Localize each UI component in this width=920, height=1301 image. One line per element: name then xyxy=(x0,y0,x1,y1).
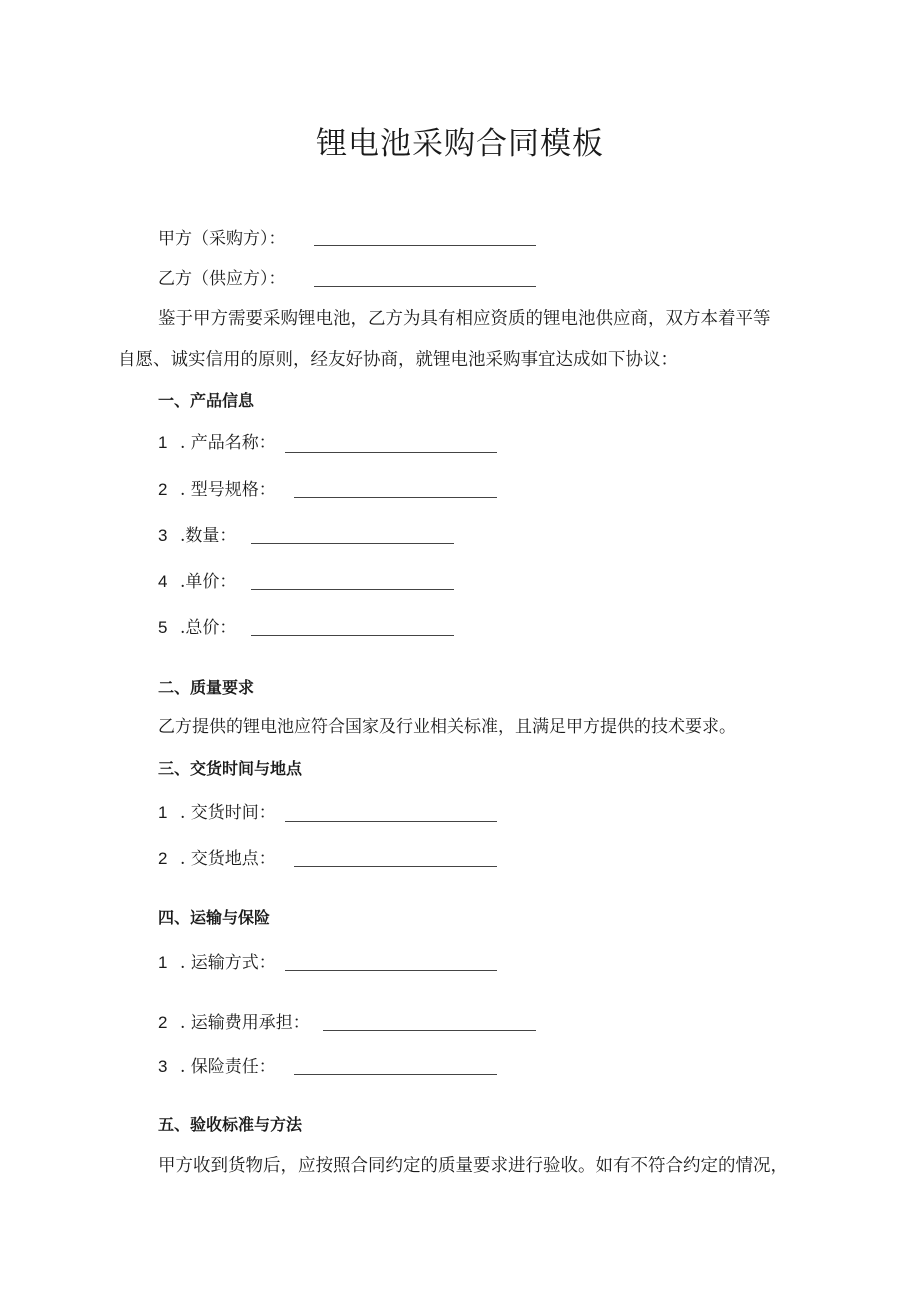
list-item xyxy=(158,617,236,639)
item-number: 2 xyxy=(158,849,168,868)
section-2-heading: 二、质量要求 xyxy=(158,678,255,697)
party-b-label: 乙方（供应方）： xyxy=(158,269,286,289)
section-5-text: 甲方收到货物后，应按照合同约定的质量要求进行验收。如有不符合约定的情况， xyxy=(158,1156,788,1176)
list-item xyxy=(158,1056,276,1078)
product-name-blank[interactable] xyxy=(285,452,497,453)
insurance-blank[interactable] xyxy=(294,1074,497,1075)
item-label: .单价： xyxy=(180,572,237,592)
delivery-time-blank[interactable] xyxy=(285,821,497,822)
section-5-heading: 五、验收标准与方法 xyxy=(158,1115,303,1134)
intro-line-1: 鉴于甲方需要采购锂电池，乙方为具有相应资质的锂电池供应商，双方本着平等 xyxy=(158,309,771,329)
section-3-heading: 三、交货时间与地点 xyxy=(158,759,303,778)
list-item xyxy=(158,1012,310,1034)
item-number: 2 xyxy=(158,480,168,499)
item-label: .数量： xyxy=(180,526,237,546)
list-item xyxy=(158,952,276,974)
item-number: 3 xyxy=(158,526,168,545)
transport-method-blank[interactable] xyxy=(285,970,497,971)
transport-cost-blank[interactable] xyxy=(323,1030,536,1031)
total-price-blank[interactable] xyxy=(251,635,454,636)
item-label: . 交货地点： xyxy=(180,849,276,869)
item-number: 1 xyxy=(158,953,168,972)
item-label: . 保险责任： xyxy=(180,1057,276,1077)
item-label: . 运输费用承担： xyxy=(180,1013,310,1033)
document-title: 锂电池采购合同模板 xyxy=(316,126,604,162)
item-number: 2 xyxy=(158,1013,168,1032)
item-label: . 产品名称： xyxy=(180,433,276,453)
list-item xyxy=(158,848,276,870)
item-number: 5 xyxy=(158,618,168,637)
item-number: 1 xyxy=(158,433,168,452)
item-number: 1 xyxy=(158,803,168,822)
party-a-blank[interactable] xyxy=(314,245,536,246)
intro-line-2: 自愿、诚实信用的原则，经友好协商，就锂电池采购事宜达成如下协议： xyxy=(118,350,678,370)
item-number: 4 xyxy=(158,572,168,591)
list-item xyxy=(158,525,236,547)
list-item xyxy=(158,802,276,824)
item-number: 3 xyxy=(158,1057,168,1076)
unit-price-blank[interactable] xyxy=(251,589,454,590)
item-label: . 型号规格： xyxy=(180,480,276,500)
section-4-heading: 四、运输与保险 xyxy=(158,908,271,927)
quantity-blank[interactable] xyxy=(251,543,454,544)
delivery-place-blank[interactable] xyxy=(294,866,497,867)
section-1-heading: 一、产品信息 xyxy=(158,391,255,410)
list-item xyxy=(158,479,276,501)
item-label: . 交货时间： xyxy=(180,803,276,823)
list-item xyxy=(158,432,276,454)
party-a-label: 甲方（采购方）： xyxy=(158,229,286,249)
item-label: . 运输方式： xyxy=(180,953,276,973)
list-item xyxy=(158,571,236,593)
section-2-text: 乙方提供的锂电池应符合国家及行业相关标准，且满足甲方提供的技术要求。 xyxy=(158,717,736,737)
model-spec-blank[interactable] xyxy=(294,497,497,498)
item-label: .总价： xyxy=(180,618,237,638)
party-b-blank[interactable] xyxy=(314,286,536,287)
